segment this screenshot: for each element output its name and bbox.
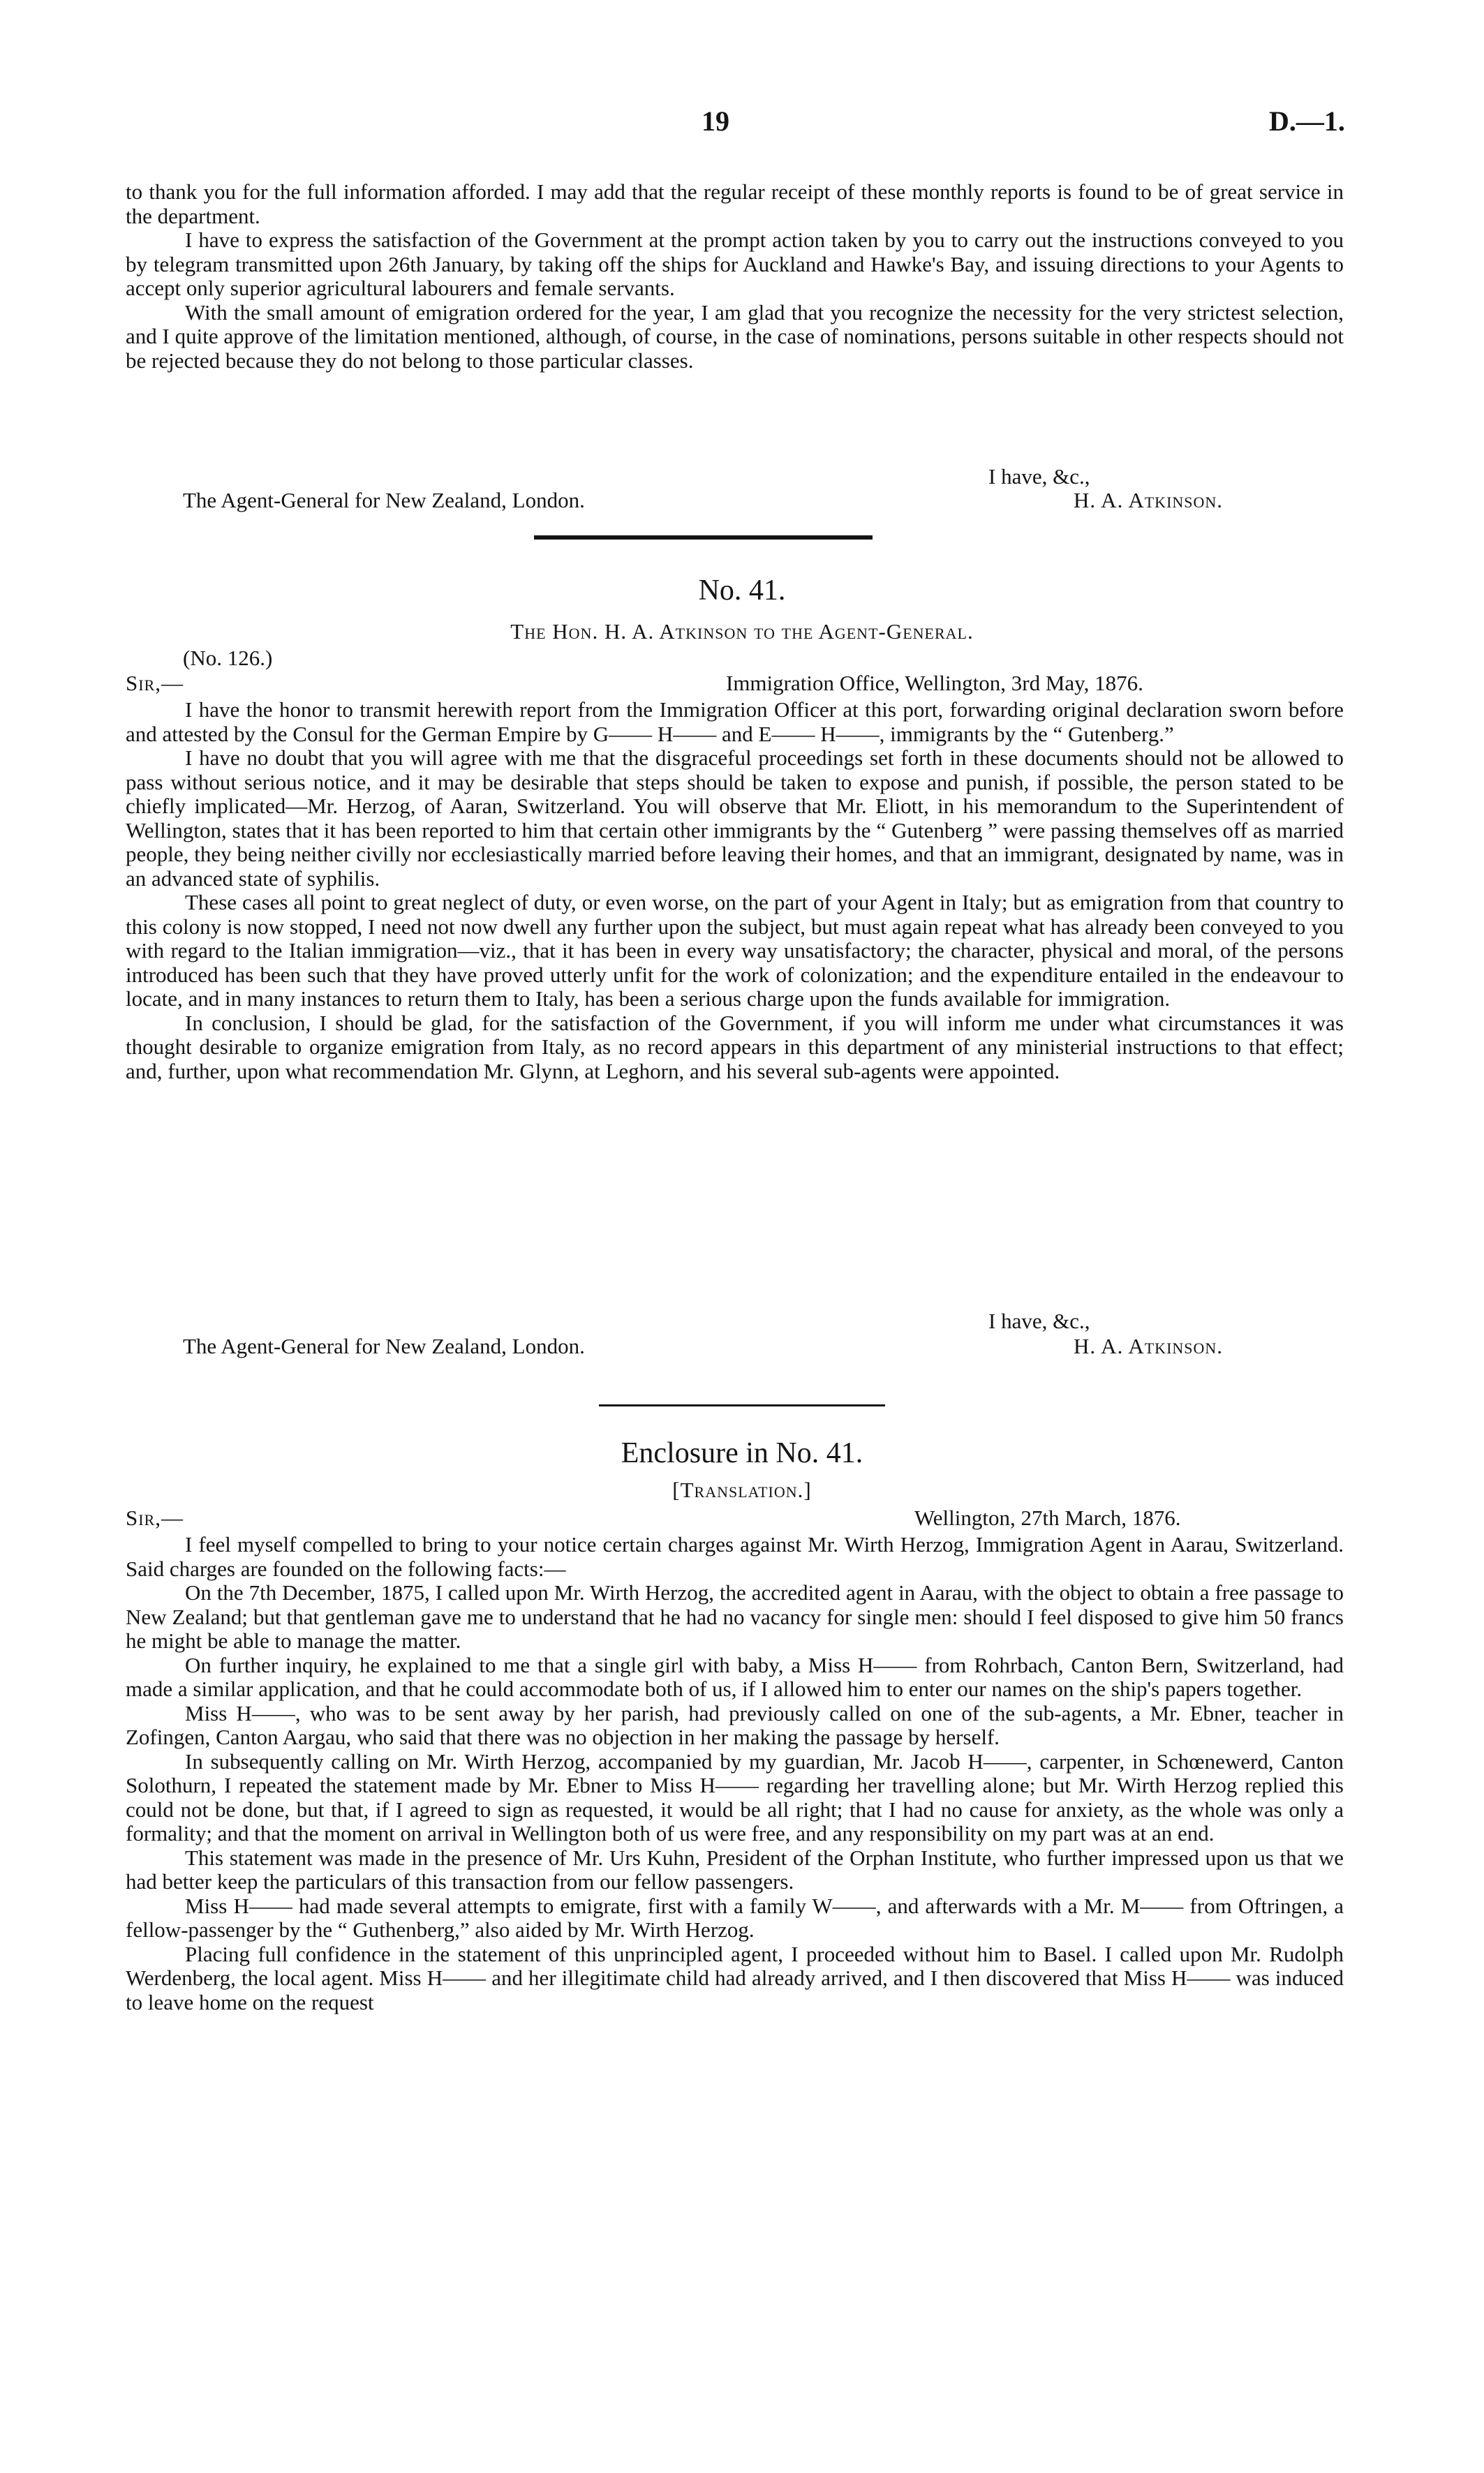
letter-40-body [126,180,1344,373]
letter-41-heading: No. 41. [698,574,786,607]
enclosure-body [126,1533,1344,2014]
paragraph: I have to express the satisfaction of the Government at the prompt action taken by you to carry out the instructions conveyed to you by telegram transmitted upon 26th January, by taking off the ships for Auckland and Hawke's Bay, and issuing directions to your Agents to accept only superior agricultural labourers and female servants. [126,228,1344,300]
letter-41-signature: H. A. Atkinson. [1074,1334,1224,1358]
letter-41-closing: I have, &c., [988,1309,1090,1333]
paragraph: In conclusion, I should be glad, for the satisfaction of the Government, if you will inform me under what circumstances it was thought desirable to organize emigration from Italy, as no record appears in this department of any ministerial instructions to that effect; and, further, upon what recommendation Mr. Glynn, at Leghorn, and his several sub-agents were appointed. [126,1010,1344,1083]
paragraph: I feel myself compelled to bring to your notice certain charges against Mr. Wirth Herzog, Immigration Agent in Aarau, Switzerland. Said charges are founded on the following facts:— [126,1532,1344,1581]
letter-41-addressee: The Agent-General for New Zealand, London. [183,1334,585,1358]
enclosure-heading: Enclosure in No. 41. [621,1437,863,1469]
section-divider [534,535,873,540]
paragraph: Placing full confidence in the statement of this unprincipled agent, I proceeded without him to Basel. I called upon Mr. Rudolph Werdenberg, the local agent. Miss H—— and her illegitimate child had already arrived, and I then discovered that Miss H—— was induced to leave home on the request [126,1941,1344,2014]
letter-41-reference: (No. 126.) [183,646,273,670]
letter-40-closing: I have, &c., [988,464,1090,489]
paragraph: On the 7th December, 1875, I called upon Mr. Wirth Herzog, the accredited agent in Aarau, with the object to obtain a free passage to New Zealand; but that gentleman gave me to understand that he had no vacancy for single men: should I feel disposed to give him 50 francs he might be able to manage the matter. [126,1580,1344,1653]
paragraph: These cases all point to great neglect of duty, or even worse, on the part of your Agent in Italy; but as emigration from that country to this colony is now stopped, I need not now dwell any further upon the subject, but must again repeat what has already been conveyed to you with regard to the Italian immigration—viz., that it has been in every way unsatisfactory; the character, physical and moral, of the persons introduced has been such that they have proved utterly unfit for the work of colonization; and the expenditure entailed in the endeavour to locate, and in many instances to return them to Italy, has been a serious charge upon the funds available for immigration. [126,890,1344,1011]
paragraph: to thank you for the full information afforded. I may add that the regular receipt of these monthly reports is found to be of great service in the department. [126,179,1344,228]
letter-41-body [126,698,1344,1083]
paragraph: On further inquiry, he explained to me that a single girl with baby, a Miss H—— from Rohrbach, Canton Bern, Switzerland, had made a similar application, and that he could accommodate both of us, if I allowed him to enter our names on the ship's papers together. [126,1652,1344,1701]
paragraph: Miss H——, who was to be sent away by her parish, had previously called on one of the sub-agents, a Mr. Ebner, teacher in Zofingen, Canton Aargau, who said that there was no objection in her making the passage by herself. [126,1700,1344,1749]
paragraph: Miss H—— had made several attempts to emigrate, first with a family W——, and afterwards with a Mr. M—— from Oftringen, a fellow-passenger by the “ Guthenberg,” also aided by Mr. Wirth Herzog. [126,1893,1344,1942]
section-divider [599,1404,885,1406]
paragraph: I have the honor to transmit herewith report from the Immigration Officer at this port, forwarding original declaration sworn before and attested by the Consul for the German Empire by G—— H—— and E—— H——, immigrants by the “ Gutenberg.” [126,697,1344,746]
paragraph: With the small amount of emigration ordered for the year, I am glad that you recognize the necessity for the very strictest selection, and I quite approve of the limitation mentioned, although, of course, in the case of nominations, persons suitable in other respects should not be rejected because they do not belong to those particular classes. [126,299,1344,373]
paragraph: In subsequently calling on Mr. Wirth Herzog, accompanied by my guardian, Mr. Jacob H——, carpenter, in Schœnewerd, Canton Solothurn, I repeated the statement made by Mr. Ebner to Miss H—— regarding her travelling alone; but Mr. Wirth Herzog replied this could not be done, but that, if I agreed to sign as requested, it would be all right; that I had no cause for anxiety, as the whole was only a formality; and that the moment on arrival in Wellington both of us were free, and any responsibility on my part was at an end. [126,1748,1344,1846]
letter-41-dateline: Immigration Office, Wellington, 3rd May, 1876. [726,671,1143,695]
paragraph: I have no doubt that you will agree with me that the disgraceful proceedings set forth in these documents should not be allowed to pass without serious notice, and it may be desirable that steps should be taken to expose and punish, if possible, the person stated to be chiefly implicated—Mr. Herzog, of Aaran, Switzerland. You will observe that Mr. Eliott, in his memorandum to the Superintendent of Wellington, states that it has been reported to him that certain other immigrants by the “ Gutenberg ” were passing themselves off as married people, they being neither civilly nor ecclesiastically married before leaving their homes, and that an immigrant, designated by name, was in an advanced state of syphilis. [126,745,1344,891]
paragraph: This statement was made in the presence of Mr. Urs Kuhn, President of the Orphan Institute, who further impressed upon us that we had better keep the particulars of this transaction from our fellow passengers. [126,1845,1344,1894]
document-reference: D.—1. [1269,105,1345,137]
letter-40-signature: H. A. Atkinson. [1074,488,1224,512]
page-number: 19 [702,105,729,137]
letter-41-salutation: Sir,— [126,671,184,695]
enclosure-subheading: [Translation.] [672,1478,812,1502]
letter-40-addressee: The Agent-General for New Zealand, London. [183,488,585,512]
letter-41-subheading: The Hon. H. A. Atkinson to the Agent-General. [510,619,974,644]
enclosure-dateline: Wellington, 27th March, 1876. [914,1506,1181,1530]
enclosure-salutation: Sir,— [126,1506,184,1530]
